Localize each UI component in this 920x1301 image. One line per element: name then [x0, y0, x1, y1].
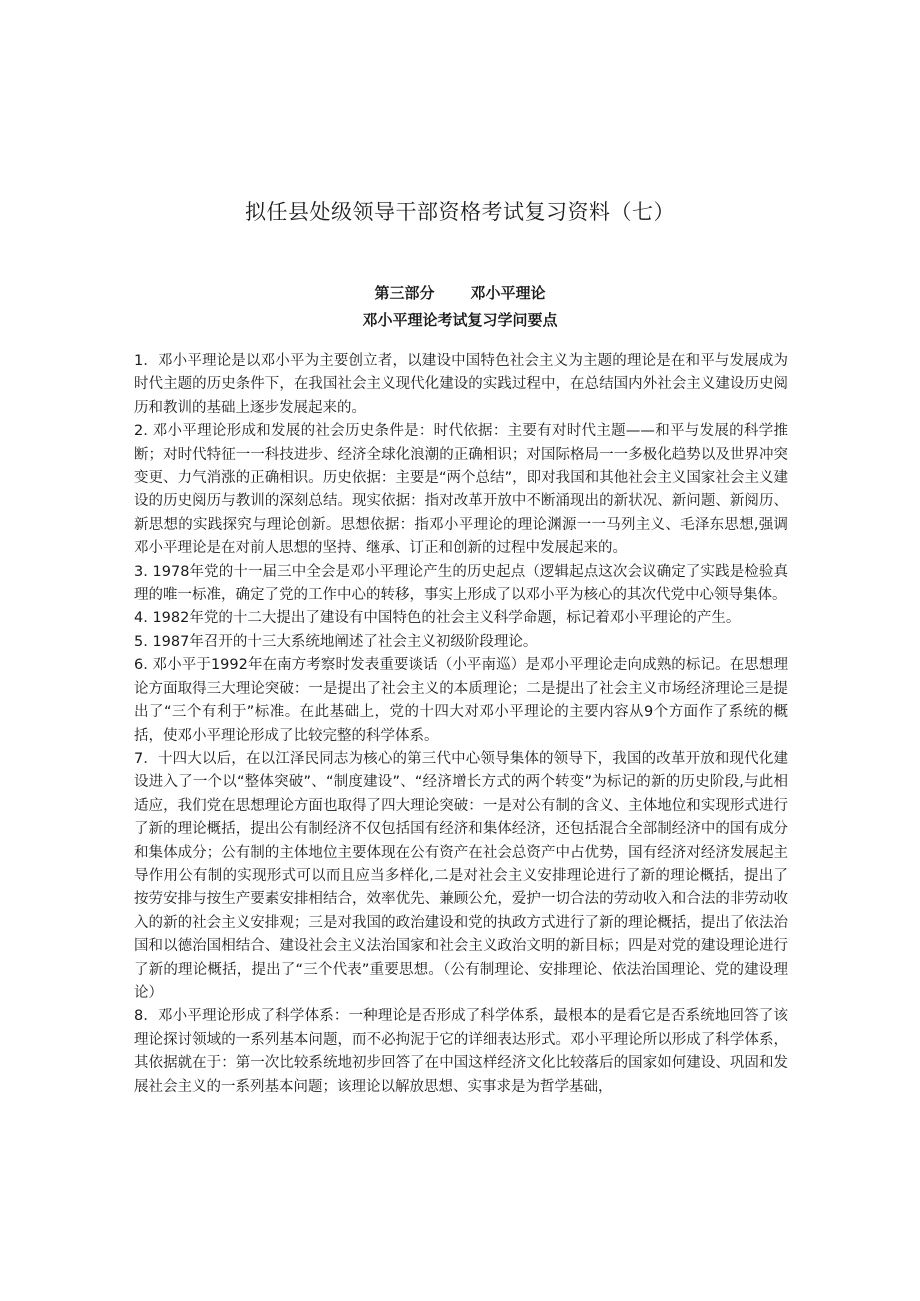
page-title: 拟任县处级领导干部资格考试复习资料（七）: [245, 200, 675, 224]
paragraph: 3. 1978年党的十一届三中全会是邓小平理论产生的历史起点（逻辑起点这次会议确定了实践是检验真理的唯一标准，确定了党的工作中心的转移，事实上形成了以邓小平为核心的其次代党中心领导集体。: [134, 563, 788, 604]
part-title: 邓小平理论: [470, 284, 546, 302]
paragraph: 1．邓小平理论是以邓小平为主要创立者，以建设中国特色社会主义为主题的理论是在和平与发展成为时代主题的历史条件下，在我国社会主义现代化建设的实践过程中，在总结国内外社会主义建设历史阅历和教训的基础上逐步发展起来的。: [134, 353, 788, 416]
paragraph: 7．十四大以后，在以江泽民同志为核心的第三代中心领导集体的领导下，我国的改革开放和现代化建设进入了一个以“整体突破”、“制度建设”、“经济增长方式的两个转变”为标记的新的历史阶段,与此相适应，我们党在思想理论方面也取得了四大理论突破：一是对公有制的含义、主体地位和实现形式进行了新的理论概括，提出公有制经济不仅包括国有经济和集体经济，还包括混合全部制经济中的国有成分和集体成分；公有制的主体地位主要体现在公有资产在社会总资产中占优势，国有经济对经济发展起主导作用公有制的实现形式可以而且应当多样化,二是对社会主义安排理论进行了新的理论概括，提出了按劳安排与按生产要素安排相结合，效率优先、兼顾公允，爱护一切合法的劳动收入和合法的非劳动收入的新的社会主义安排观；三是对我国的政治建设和党的执政方式进行了新的理论概括，提出了依法治国和以德治国相结合、建设社会主义法治国家和社会主义政治文明的新目标；四是对党的建设理论进行了新的理论概括，提出了“三个代表”重要思想。（公有制理论、安排理论、依法治国理论、党的建设理论）: [134, 750, 788, 1001]
paragraph: 5. 1987年召开的十三大系统地阐述了社会主义初级阶段理论。: [134, 633, 538, 650]
paragraph: 2. 邓小平理论形成和发展的社会历史条件是：时代依据：主要有对时代主题——和平与发展的科学推断；对时代特征一一科技进步、经济全球化浪潮的正确相识；对国际格局一一多极化趋势以及世界冲突变更、力气消涨的正确相识。历史依据：主要是“两个总结”，即对我国和其他社会主义国家社会主义建设的历史阅历与教训的深刻总结。现实依据：指对改革开放中不断涌现出的新状况、新问题、新阅历、新思想的实践探究与理论创新。思想依据：指邓小平理论的理论渊源一一马列主义、毛泽东思想,强调邓小平理论是在对前人思想的坚持、继承、订正和创新的过程中发展起来的。: [134, 423, 788, 557]
document-body: [134, 350, 788, 1099]
section-subtitle: 邓小平理论考试复习学问要点: [362, 311, 558, 329]
paragraph: 6. 邓小平于1992年在南方考察时发表重要谈话（小平南巡）是邓小平理论走向成熟的标记。在思想理论方面取得三大理论突破：一是提出了社会主义的本质理论；二是提出了社会主义市场经济理论三是提出了“三个有利于”标准。在此基础上，党的十四大对邓小平理论的主要内容从9个方面作了系统的概括，使邓小平理论形成了比较完整的科学体系。: [134, 657, 788, 744]
part-label: 第三部分: [374, 284, 435, 302]
paragraph: 4. 1982年党的十二大提出了建设有中国特色的社会主义科学命题，标记着邓小平理论的产生。: [134, 610, 741, 627]
paragraph: 8．邓小平理论形成了科学体系：一种理论是否形成了科学体系，最根本的是看它是否系统地回答了该理论探讨领域的一系列基本问题，而不必拘泥于它的详细表达形式。邓小平理论所以形成了科学体系，其依据就在于：第一次比较系统地初步回答了在中国这样经济文化比较落后的国家如何建设、巩固和发展社会主义的一系列基本问题；该理论以解放思想、实事求是为哲学基础，: [134, 1008, 788, 1095]
section-heading: [0, 283, 920, 303]
